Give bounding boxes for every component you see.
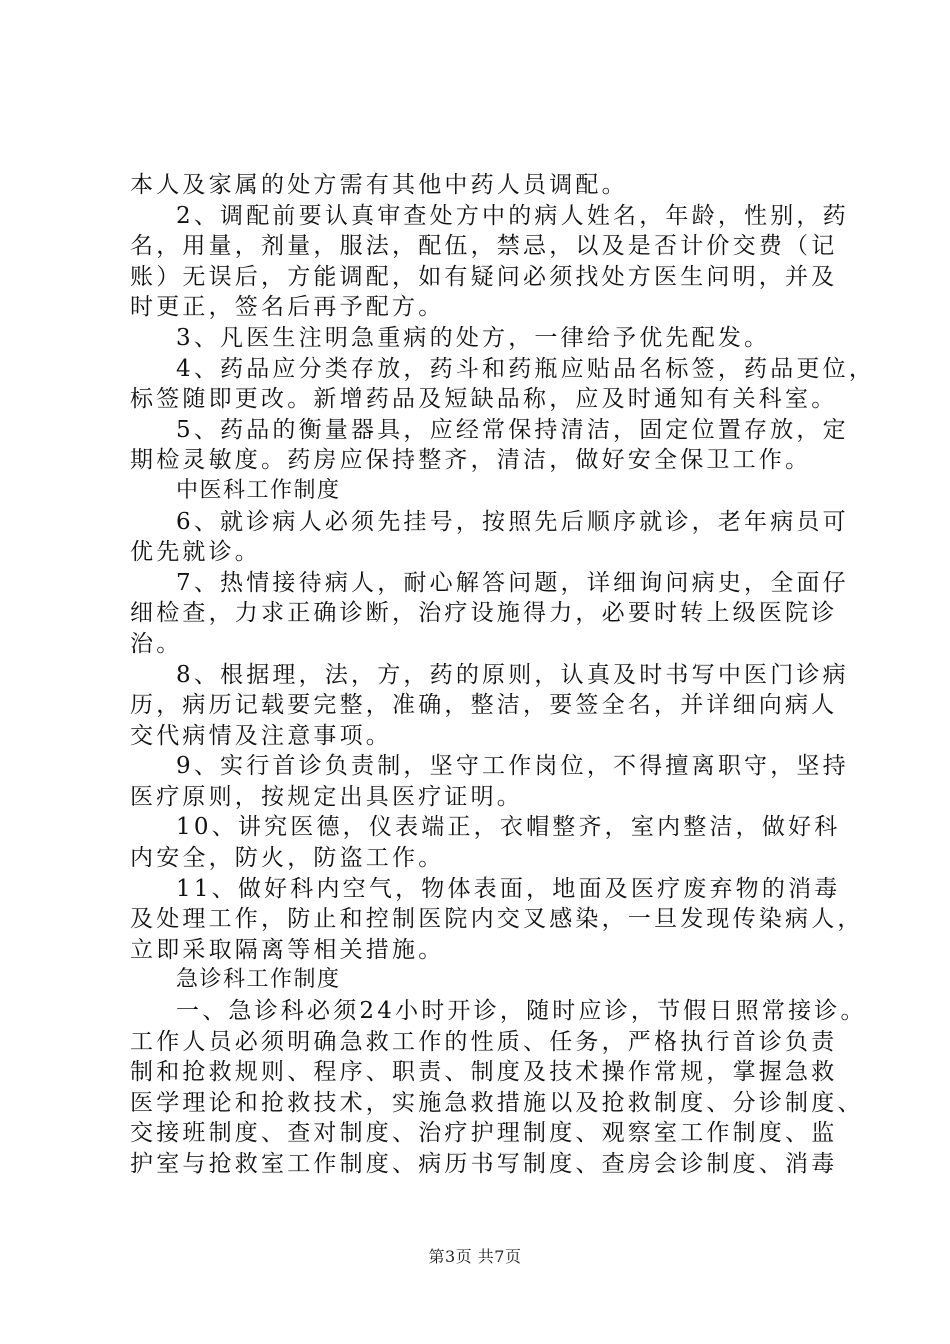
text-line: 立即采取隔离等相关措施。	[130, 936, 445, 963]
text-line: 工作人员必须明确急救工作的性质、任务，严格执行首诊负责	[130, 1028, 838, 1055]
text-line: 11、做好科内空气，物体表面，地面及医疗废弃物的消毒	[176, 875, 841, 902]
text-line: 交接班制度、查对制度、治疗护理制度、观察室工作制度、监	[130, 1120, 838, 1147]
text-line: 6、就诊病人必须先挂号，按照先后顺序就诊，老年病员可	[176, 508, 849, 535]
text-line: 制和抢救规则、程序、职责、制度及技术操作常规，掌握急救	[130, 1059, 838, 1086]
text-line: 时更正，签名后再予配方。	[130, 294, 445, 321]
text-line: 3、凡医生注明急重病的处方，一律给予优先配发。	[176, 324, 771, 351]
text-line: 账）无误后，方能调配，如有疑问必须找处方医生问明，并及	[130, 263, 838, 290]
text-line: 5、药品的衡量器具，应经常保持清洁，固定位置存放，定	[176, 416, 849, 443]
text-line: 7、热情接待病人，耐心解答问题，详细询问病史，全面仔	[176, 569, 849, 596]
text-line: 4、药品应分类存放，药斗和药瓶应贴品名标签，药品更位，	[176, 355, 876, 382]
text-line: 2、调配前要认真审查处方中的病人姓名，年龄，性别，药	[176, 202, 849, 229]
text-line: 优先就诊。	[130, 539, 261, 566]
page-footer: 第3页 共7页	[428, 1247, 522, 1266]
text-line: 医疗原则，按规定出具医疗证明。	[130, 783, 523, 810]
section-heading: 中医科工作制度	[176, 477, 341, 503]
text-line: 一、急诊科必须24小时开诊，随时应诊，节假日照常接诊。	[176, 998, 867, 1025]
section-heading: 急诊科工作制度	[176, 967, 341, 993]
text-line: 名，用量，剂量，服法，配伍，禁忌，以及是否计价交费（记	[130, 233, 838, 260]
text-line: 9、实行首诊负责制，坚守工作岗位，不得擅离职守，坚持	[176, 753, 849, 780]
text-line: 治。	[130, 630, 183, 657]
text-line: 护室与抢救室工作制度、病历书写制度、查房会诊制度、消毒	[130, 1151, 838, 1177]
text-line: 本人及家属的处方需有其他中药人员调配。	[130, 172, 628, 198]
text-line: 标签随即更改。新增药品及短缺品称，应及时通知有关科室。	[130, 386, 838, 413]
text-line: 8、根据理，法，方，药的原则，认真及时书写中医门诊病	[176, 661, 849, 688]
text-line: 及处理工作，防止和控制医院内交叉感染，一旦发现传染病人，	[130, 906, 864, 933]
text-line: 10、讲究医德，仪表端正，衣帽整齐，室内整洁，做好科	[176, 814, 841, 841]
text-line: 医学理论和抢救技术，实施急救措施以及抢救制度、分诊制度、	[130, 1089, 864, 1116]
document-body	[130, 170, 876, 1180]
text-line: 内安全，防火，防盗工作。	[130, 845, 445, 872]
text-line: 历，病历记载要完整，准确，整洁，要签全名，并详细向病人	[130, 692, 838, 719]
text-line: 交代病情及注意事项。	[130, 722, 392, 749]
text-line: 细检查，力求正确诊断，治疗设施得力，必要时转上级医院诊	[130, 600, 838, 627]
text-line: 期检灵敏度。药房应保持整齐，清洁，做好安全保卫工作。	[130, 447, 812, 474]
